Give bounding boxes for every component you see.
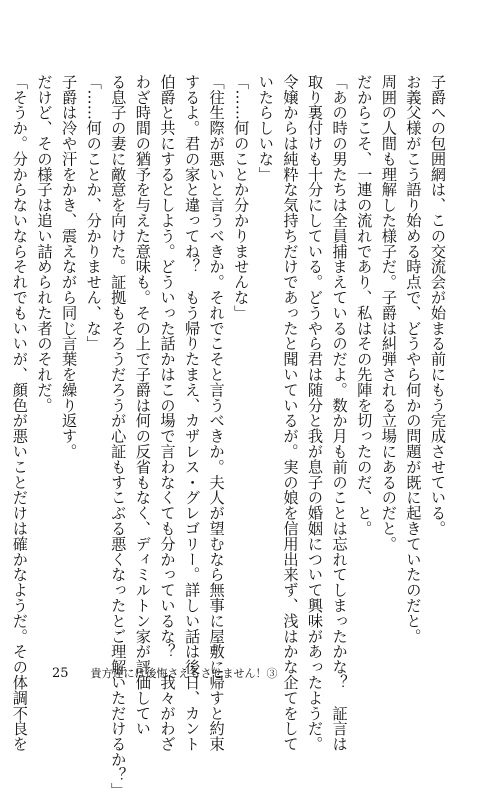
text-line: 子爵は冷や汗をかき、震えながら同じ言葉を繰り返す。 bbox=[60, 74, 79, 459]
text-line: 周囲の人間も理解した様子だ。子爵は糾弾される立場にあるのだと。 bbox=[379, 74, 398, 552]
text-line: するよ。君の家と違ってね？ もう帰りたまえ、カザレス・グレゴリー。詳しい話は後日、カント bbox=[183, 74, 202, 752]
text-line: 「そうか。分からないならそれでもいいが、顔色が悪いことだけは確かなようだ。その体調不良を bbox=[10, 74, 29, 752]
text-line: 「往生際が悪いと言うべきか。それでこそと言うべきか。夫人が望むなら無事に屋敷に帰すと約束 bbox=[207, 74, 226, 752]
text-line: お義父様がこう語り始める時点で、どうやら何かの問題が既に起きていたのだと。 bbox=[404, 74, 423, 644]
text-line: 令嬢からは純粋な気持ちだけであったと聞いているが。実の娘を信用出来ず、浅はかな企てをして bbox=[281, 74, 300, 752]
page-footer bbox=[52, 664, 278, 682]
text-line: る息子の妻に敵意を向けた。証拠もそろうだろうが心証もすこぶる悪くなったとご理解いただけるか？」 bbox=[109, 74, 128, 798]
text-line: 「……何のことか、分かりません、な」 bbox=[84, 74, 103, 352]
text-line: 取り裏付けも十分にしている。どうやら君は随分と我が息子の婚姻について興味があったようだ。 bbox=[306, 74, 325, 752]
book-title: 貴方達には後悔さえもさせません！③ bbox=[90, 667, 278, 680]
page-number: 25 bbox=[52, 665, 69, 681]
text-line: 伯爵と共にするとしよう。どういった話かはこの場で言わなくても分かっているな？ 我々がわざ bbox=[158, 74, 177, 752]
text-line: 「……何のことか分かりませんな」 bbox=[232, 74, 251, 321]
text-line: わざ時間の猶予を与えた意味も。その上で子爵は何の反省もなく、ディミルトン家が評価してい bbox=[133, 74, 152, 737]
text-line: だけど、その様子は追い詰められた者のそれだ。 bbox=[35, 74, 54, 413]
text-line: だからこそ、一連の流れであり、私はその先陣を切ったのだ、と。 bbox=[355, 74, 374, 536]
text-line: 「あの時の男たちは全員捕まえているのだよ。数か月も前のことは忘れてしまったかな？ 証言は bbox=[330, 74, 349, 752]
text-line: 子爵への包囲網は、この交流会が始まる前にもう完成させている。 bbox=[429, 74, 447, 536]
text-line: いたらしいな」 bbox=[256, 74, 275, 182]
